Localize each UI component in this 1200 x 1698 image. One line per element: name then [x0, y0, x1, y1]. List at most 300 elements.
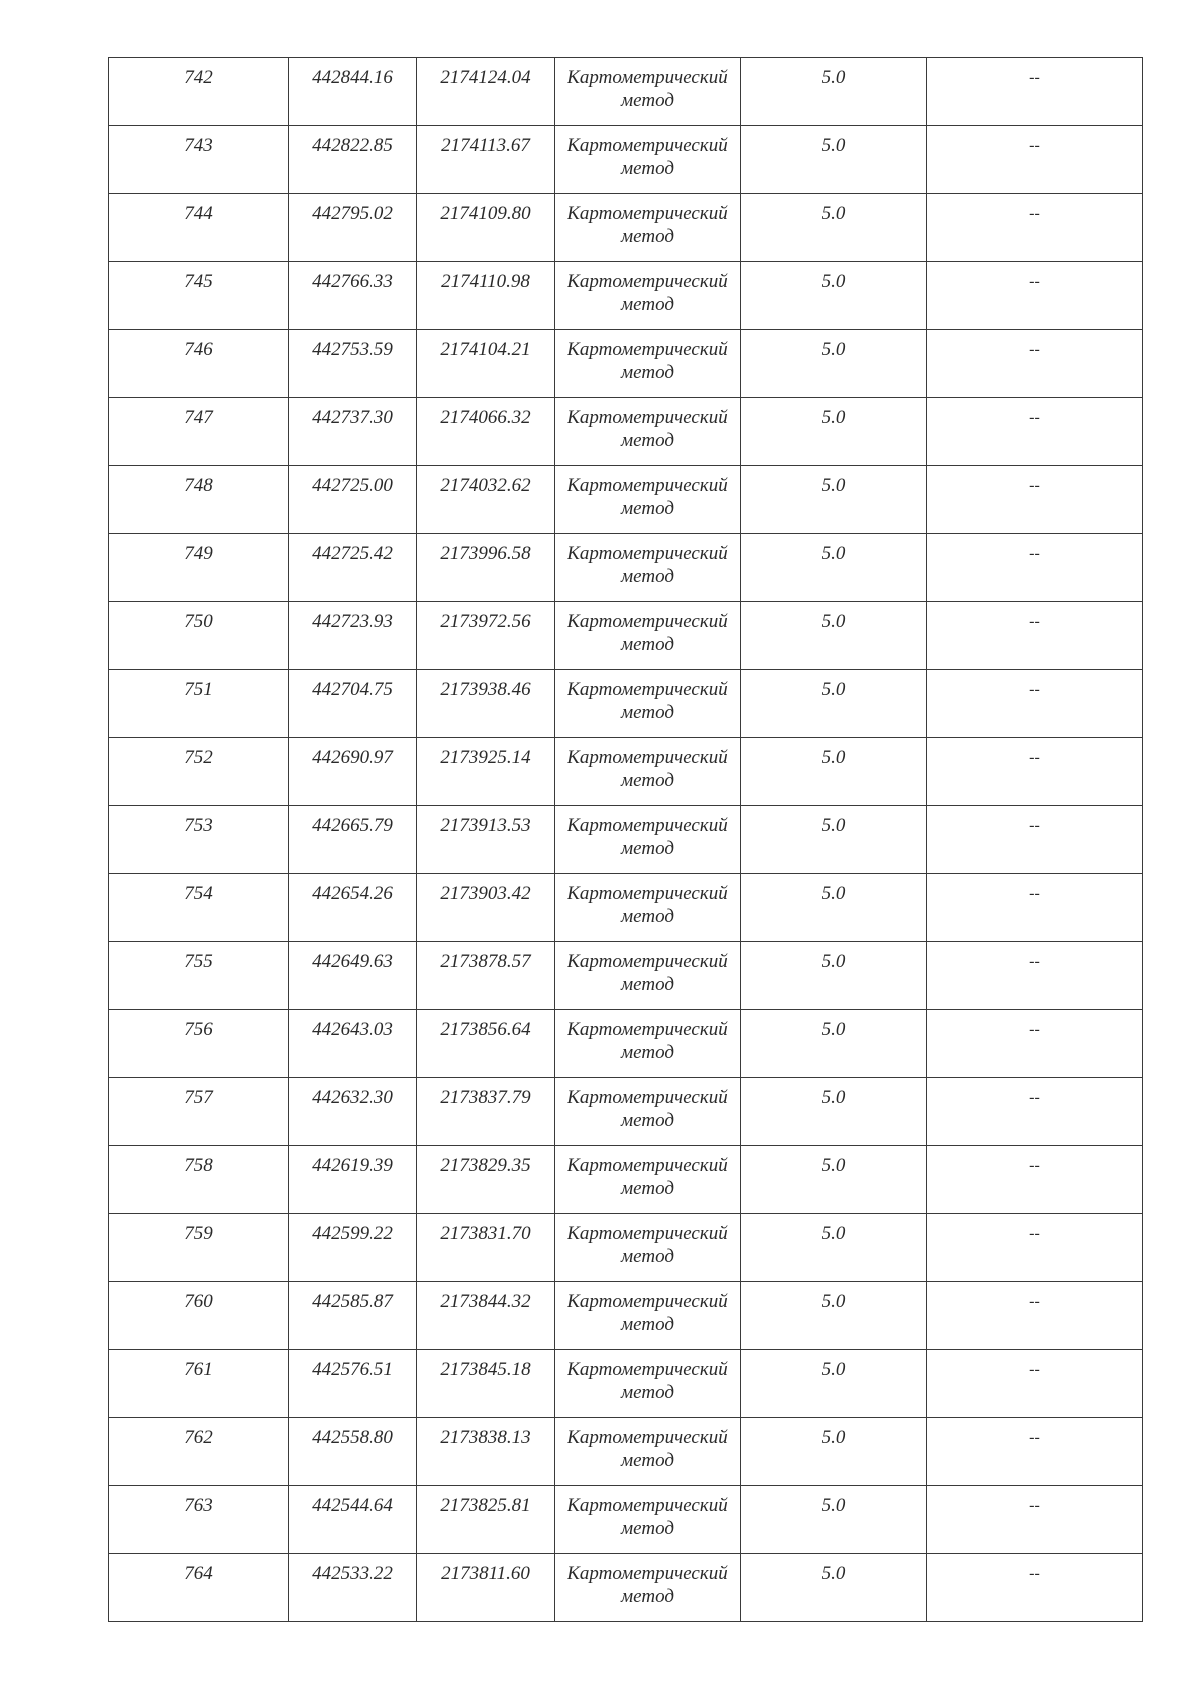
method-line-1: Картометрический [567, 1427, 728, 1448]
accuracy-cell [741, 1214, 927, 1282]
table-row [109, 1146, 1143, 1214]
accuracy-cell [741, 1078, 927, 1146]
point-number: 759 [184, 1223, 213, 1244]
y-coordinate-cell [417, 806, 555, 874]
accuracy-value: 5.0 [821, 1019, 846, 1040]
y-coordinate: 2174109.80 [440, 203, 531, 224]
accuracy-value: 5.0 [821, 1087, 846, 1108]
method-line-2: метод [621, 566, 674, 587]
x-coordinate: 442585.87 [312, 1291, 393, 1312]
method-line-1: Картометрический [567, 1359, 728, 1380]
point-number: 760 [184, 1291, 213, 1312]
y-coordinate: 2173996.58 [440, 543, 531, 564]
method-line-1: Картометрический [567, 543, 728, 564]
accuracy-cell [741, 58, 927, 126]
method-line-2: метод [621, 1450, 674, 1471]
method-cell [555, 942, 741, 1010]
note-value: -- [1029, 137, 1040, 154]
table-row [109, 806, 1143, 874]
y-coordinate: 2173829.35 [440, 1155, 531, 1176]
accuracy-cell [741, 398, 927, 466]
x-coordinate: 442723.93 [312, 611, 393, 632]
accuracy-cell [741, 194, 927, 262]
x-coordinate: 442599.22 [312, 1223, 393, 1244]
accuracy-value: 5.0 [821, 67, 846, 88]
accuracy-value: 5.0 [821, 1155, 846, 1176]
point-number-cell [109, 398, 289, 466]
method-cell [555, 194, 741, 262]
table-row [109, 738, 1143, 806]
point-number: 755 [184, 951, 213, 972]
x-coordinate-cell [289, 1486, 417, 1554]
y-coordinate-cell [417, 1486, 555, 1554]
method-line-2: метод [621, 974, 674, 995]
y-coordinate-cell [417, 602, 555, 670]
point-number-cell [109, 1350, 289, 1418]
note-value: -- [1029, 817, 1040, 834]
y-coordinate: 2173925.14 [440, 747, 531, 768]
method-line-1: Картометрический [567, 1495, 728, 1516]
y-coordinate-cell [417, 126, 555, 194]
y-coordinate: 2173938.46 [440, 679, 531, 700]
x-coordinate-cell [289, 1554, 417, 1622]
note-value: -- [1029, 1361, 1040, 1378]
x-coordinate-cell [289, 1350, 417, 1418]
method-line-1: Картометрический [567, 135, 728, 156]
table-row [109, 602, 1143, 670]
note-cell [927, 126, 1143, 194]
accuracy-cell [741, 330, 927, 398]
point-number-cell [109, 602, 289, 670]
x-coordinate-cell [289, 1214, 417, 1282]
method-line-2: метод [621, 294, 674, 315]
method-cell [555, 58, 741, 126]
x-coordinate-cell [289, 1418, 417, 1486]
accuracy-cell [741, 1418, 927, 1486]
point-number-cell [109, 1214, 289, 1282]
note-value: -- [1029, 205, 1040, 222]
table-row [109, 534, 1143, 602]
accuracy-cell [741, 942, 927, 1010]
x-coordinate-cell [289, 942, 417, 1010]
table-row [109, 1554, 1143, 1622]
method-cell [555, 466, 741, 534]
x-coordinate-cell [289, 1146, 417, 1214]
point-number-cell [109, 1554, 289, 1622]
note-value: -- [1029, 1021, 1040, 1038]
x-coordinate: 442737.30 [312, 407, 393, 428]
accuracy-cell [741, 1554, 927, 1622]
x-coordinate: 442533.22 [312, 1563, 393, 1584]
note-cell [927, 1418, 1143, 1486]
note-cell [927, 1350, 1143, 1418]
x-coordinate-cell [289, 466, 417, 534]
method-cell [555, 1418, 741, 1486]
note-value: -- [1029, 953, 1040, 970]
method-line-2: метод [621, 770, 674, 791]
point-number-cell [109, 126, 289, 194]
y-coordinate-cell [417, 398, 555, 466]
x-coordinate-cell [289, 670, 417, 738]
accuracy-cell [741, 738, 927, 806]
table-row [109, 1418, 1143, 1486]
x-coordinate: 442822.85 [312, 135, 393, 156]
method-line-1: Картометрический [567, 1019, 728, 1040]
table-row [109, 262, 1143, 330]
point-number: 746 [184, 339, 213, 360]
method-line-2: метод [621, 1314, 674, 1335]
point-number: 756 [184, 1019, 213, 1040]
accuracy-value: 5.0 [821, 1291, 846, 1312]
method-cell [555, 1146, 741, 1214]
point-number-cell [109, 874, 289, 942]
point-number: 748 [184, 475, 213, 496]
point-number-cell [109, 1486, 289, 1554]
x-coordinate: 442632.30 [312, 1087, 393, 1108]
method-line-1: Картометрический [567, 475, 728, 496]
point-number-cell [109, 670, 289, 738]
point-number: 744 [184, 203, 213, 224]
note-cell [927, 1554, 1143, 1622]
x-coordinate-cell [289, 874, 417, 942]
method-line-2: метод [621, 1518, 674, 1539]
method-line-1: Картометрический [567, 203, 728, 224]
method-cell [555, 398, 741, 466]
point-number: 742 [184, 67, 213, 88]
table-row [109, 1282, 1143, 1350]
note-value: -- [1029, 613, 1040, 630]
accuracy-value: 5.0 [821, 475, 846, 496]
accuracy-value: 5.0 [821, 1495, 846, 1516]
method-cell [555, 670, 741, 738]
x-coordinate: 442690.97 [312, 747, 393, 768]
x-coordinate: 442766.33 [312, 271, 393, 292]
accuracy-value: 5.0 [821, 679, 846, 700]
point-number-cell [109, 262, 289, 330]
method-cell [555, 330, 741, 398]
point-number: 757 [184, 1087, 213, 1108]
method-cell [555, 1282, 741, 1350]
x-coordinate-cell [289, 330, 417, 398]
method-cell [555, 262, 741, 330]
table-row [109, 1214, 1143, 1282]
x-coordinate: 442576.51 [312, 1359, 393, 1380]
method-cell [555, 806, 741, 874]
accuracy-cell [741, 262, 927, 330]
accuracy-cell [741, 874, 927, 942]
point-number: 745 [184, 271, 213, 292]
x-coordinate: 442844.16 [312, 67, 393, 88]
y-coordinate: 2173972.56 [440, 611, 531, 632]
method-line-2: метод [621, 1382, 674, 1403]
note-cell [927, 534, 1143, 602]
note-value: -- [1029, 477, 1040, 494]
note-cell [927, 1282, 1143, 1350]
x-coordinate-cell [289, 398, 417, 466]
y-coordinate: 2174110.98 [441, 271, 530, 292]
table-row [109, 942, 1143, 1010]
y-coordinate-cell [417, 1146, 555, 1214]
coordinates-table [108, 57, 1143, 1622]
accuracy-value: 5.0 [821, 815, 846, 836]
accuracy-value: 5.0 [821, 407, 846, 428]
table-row [109, 194, 1143, 262]
table-row [109, 1010, 1143, 1078]
y-coordinate-cell [417, 330, 555, 398]
y-coordinate-cell [417, 1078, 555, 1146]
y-coordinate-cell [417, 1350, 555, 1418]
x-coordinate: 442665.79 [312, 815, 393, 836]
note-cell [927, 194, 1143, 262]
method-line-2: метод [621, 158, 674, 179]
note-cell [927, 1214, 1143, 1282]
accuracy-cell [741, 806, 927, 874]
y-coordinate-cell [417, 534, 555, 602]
method-cell [555, 126, 741, 194]
x-coordinate-cell [289, 194, 417, 262]
y-coordinate-cell [417, 1214, 555, 1282]
point-number-cell [109, 1078, 289, 1146]
x-coordinate: 442725.42 [312, 543, 393, 564]
accuracy-value: 5.0 [821, 135, 846, 156]
y-coordinate-cell [417, 1282, 555, 1350]
method-line-2: метод [621, 702, 674, 723]
x-coordinate-cell [289, 58, 417, 126]
y-coordinate-cell [417, 670, 555, 738]
method-cell [555, 874, 741, 942]
x-coordinate-cell [289, 534, 417, 602]
note-value: -- [1029, 545, 1040, 562]
method-line-1: Картометрический [567, 339, 728, 360]
note-cell [927, 738, 1143, 806]
y-coordinate: 2173856.64 [440, 1019, 531, 1040]
point-number-cell [109, 1010, 289, 1078]
note-cell [927, 942, 1143, 1010]
y-coordinate-cell [417, 1554, 555, 1622]
accuracy-value: 5.0 [821, 747, 846, 768]
accuracy-value: 5.0 [821, 1223, 846, 1244]
y-coordinate: 2174104.21 [440, 339, 531, 360]
x-coordinate-cell [289, 1010, 417, 1078]
point-number: 764 [184, 1563, 213, 1584]
table-row [109, 58, 1143, 126]
note-value: -- [1029, 1157, 1040, 1174]
table-row [109, 466, 1143, 534]
x-coordinate: 442544.64 [312, 1495, 393, 1516]
y-coordinate-cell [417, 262, 555, 330]
point-number: 752 [184, 747, 213, 768]
x-coordinate: 442725.00 [312, 475, 393, 496]
note-cell [927, 602, 1143, 670]
accuracy-value: 5.0 [821, 1563, 846, 1584]
note-cell [927, 58, 1143, 126]
accuracy-cell [741, 1282, 927, 1350]
point-number-cell [109, 1282, 289, 1350]
method-cell [555, 602, 741, 670]
method-line-2: метод [621, 226, 674, 247]
accuracy-cell [741, 126, 927, 194]
point-number: 743 [184, 135, 213, 156]
method-line-2: метод [621, 1042, 674, 1063]
note-value: -- [1029, 1429, 1040, 1446]
note-value: -- [1029, 1293, 1040, 1310]
point-number: 754 [184, 883, 213, 904]
coordinates-table-body [109, 58, 1143, 1622]
accuracy-value: 5.0 [821, 271, 846, 292]
x-coordinate-cell [289, 738, 417, 806]
point-number-cell [109, 1146, 289, 1214]
y-coordinate-cell [417, 466, 555, 534]
y-coordinate: 2173838.13 [440, 1427, 531, 1448]
point-number: 751 [184, 679, 213, 700]
point-number: 753 [184, 815, 213, 836]
table-row [109, 1486, 1143, 1554]
accuracy-cell [741, 670, 927, 738]
method-line-1: Картометрический [567, 883, 728, 904]
y-coordinate: 2173825.81 [440, 1495, 531, 1516]
point-number-cell [109, 466, 289, 534]
method-line-1: Картометрический [567, 1291, 728, 1312]
x-coordinate-cell [289, 262, 417, 330]
point-number-cell [109, 738, 289, 806]
y-coordinate: 2173831.70 [440, 1223, 531, 1244]
accuracy-value: 5.0 [821, 543, 846, 564]
method-line-1: Картометрический [567, 407, 728, 428]
table-row [109, 670, 1143, 738]
y-coordinate: 2173845.18 [440, 1359, 531, 1380]
method-cell [555, 534, 741, 602]
y-coordinate-cell [417, 942, 555, 1010]
point-number: 761 [184, 1359, 213, 1380]
method-line-1: Картометрический [567, 747, 728, 768]
note-value: -- [1029, 1089, 1040, 1106]
y-coordinate: 2173811.60 [441, 1563, 530, 1584]
y-coordinate: 2173844.32 [440, 1291, 531, 1312]
y-coordinate-cell [417, 1010, 555, 1078]
x-coordinate: 442704.75 [312, 679, 393, 700]
note-cell [927, 262, 1143, 330]
note-cell [927, 1486, 1143, 1554]
method-line-1: Картометрический [567, 679, 728, 700]
accuracy-cell [741, 534, 927, 602]
accuracy-value: 5.0 [821, 339, 846, 360]
method-line-2: метод [621, 1246, 674, 1267]
note-cell [927, 1146, 1143, 1214]
method-line-2: метод [621, 430, 674, 451]
x-coordinate: 442619.39 [312, 1155, 393, 1176]
table-row [109, 126, 1143, 194]
method-line-2: метод [621, 1110, 674, 1131]
method-line-2: метод [621, 1586, 674, 1607]
method-line-1: Картометрический [567, 1223, 728, 1244]
method-line-2: метод [621, 1178, 674, 1199]
y-coordinate-cell [417, 194, 555, 262]
y-coordinate: 2173913.53 [440, 815, 531, 836]
accuracy-cell [741, 466, 927, 534]
table-row [109, 874, 1143, 942]
method-line-1: Картометрический [567, 1563, 728, 1584]
x-coordinate-cell [289, 126, 417, 194]
point-number-cell [109, 942, 289, 1010]
method-line-1: Картометрический [567, 271, 728, 292]
note-cell [927, 466, 1143, 534]
method-cell [555, 1214, 741, 1282]
note-cell [927, 670, 1143, 738]
point-number: 747 [184, 407, 213, 428]
accuracy-value: 5.0 [821, 883, 846, 904]
method-cell [555, 1350, 741, 1418]
method-line-2: метод [621, 90, 674, 111]
y-coordinate: 2174113.67 [441, 135, 530, 156]
table-row [109, 1078, 1143, 1146]
note-value: -- [1029, 885, 1040, 902]
point-number-cell [109, 806, 289, 874]
note-value: -- [1029, 749, 1040, 766]
accuracy-cell [741, 1350, 927, 1418]
method-line-2: метод [621, 362, 674, 383]
accuracy-value: 5.0 [821, 951, 846, 972]
accuracy-cell [741, 1010, 927, 1078]
note-value: -- [1029, 681, 1040, 698]
accuracy-cell [741, 1146, 927, 1214]
point-number: 758 [184, 1155, 213, 1176]
point-number-cell [109, 330, 289, 398]
note-value: -- [1029, 409, 1040, 426]
x-coordinate: 442649.63 [312, 951, 393, 972]
note-cell [927, 1078, 1143, 1146]
y-coordinate: 2173903.42 [440, 883, 531, 904]
accuracy-value: 5.0 [821, 611, 846, 632]
note-value: -- [1029, 273, 1040, 290]
y-coordinate: 2173878.57 [440, 951, 531, 972]
point-number-cell [109, 1418, 289, 1486]
method-cell [555, 738, 741, 806]
x-coordinate-cell [289, 602, 417, 670]
y-coordinate: 2173837.79 [440, 1087, 531, 1108]
note-cell [927, 1010, 1143, 1078]
method-line-1: Картометрический [567, 611, 728, 632]
x-coordinate: 442753.59 [312, 339, 393, 360]
point-number: 750 [184, 611, 213, 632]
point-number: 749 [184, 543, 213, 564]
y-coordinate: 2174032.62 [440, 475, 531, 496]
accuracy-value: 5.0 [821, 203, 846, 224]
y-coordinate-cell [417, 874, 555, 942]
note-value: -- [1029, 1225, 1040, 1242]
point-number-cell [109, 534, 289, 602]
method-line-1: Картометрический [567, 67, 728, 88]
note-cell [927, 874, 1143, 942]
note-cell [927, 398, 1143, 466]
method-line-2: метод [621, 906, 674, 927]
x-coordinate: 442643.03 [312, 1019, 393, 1040]
x-coordinate-cell [289, 1078, 417, 1146]
point-number-cell [109, 194, 289, 262]
y-coordinate-cell [417, 738, 555, 806]
method-cell [555, 1078, 741, 1146]
table-row [109, 398, 1143, 466]
table-row [109, 330, 1143, 398]
method-line-2: метод [621, 498, 674, 519]
method-line-1: Картометрический [567, 1155, 728, 1176]
note-value: -- [1029, 69, 1040, 86]
method-cell [555, 1010, 741, 1078]
note-cell [927, 806, 1143, 874]
note-value: -- [1029, 1565, 1040, 1582]
method-cell [555, 1486, 741, 1554]
method-line-2: метод [621, 634, 674, 655]
note-value: -- [1029, 341, 1040, 358]
